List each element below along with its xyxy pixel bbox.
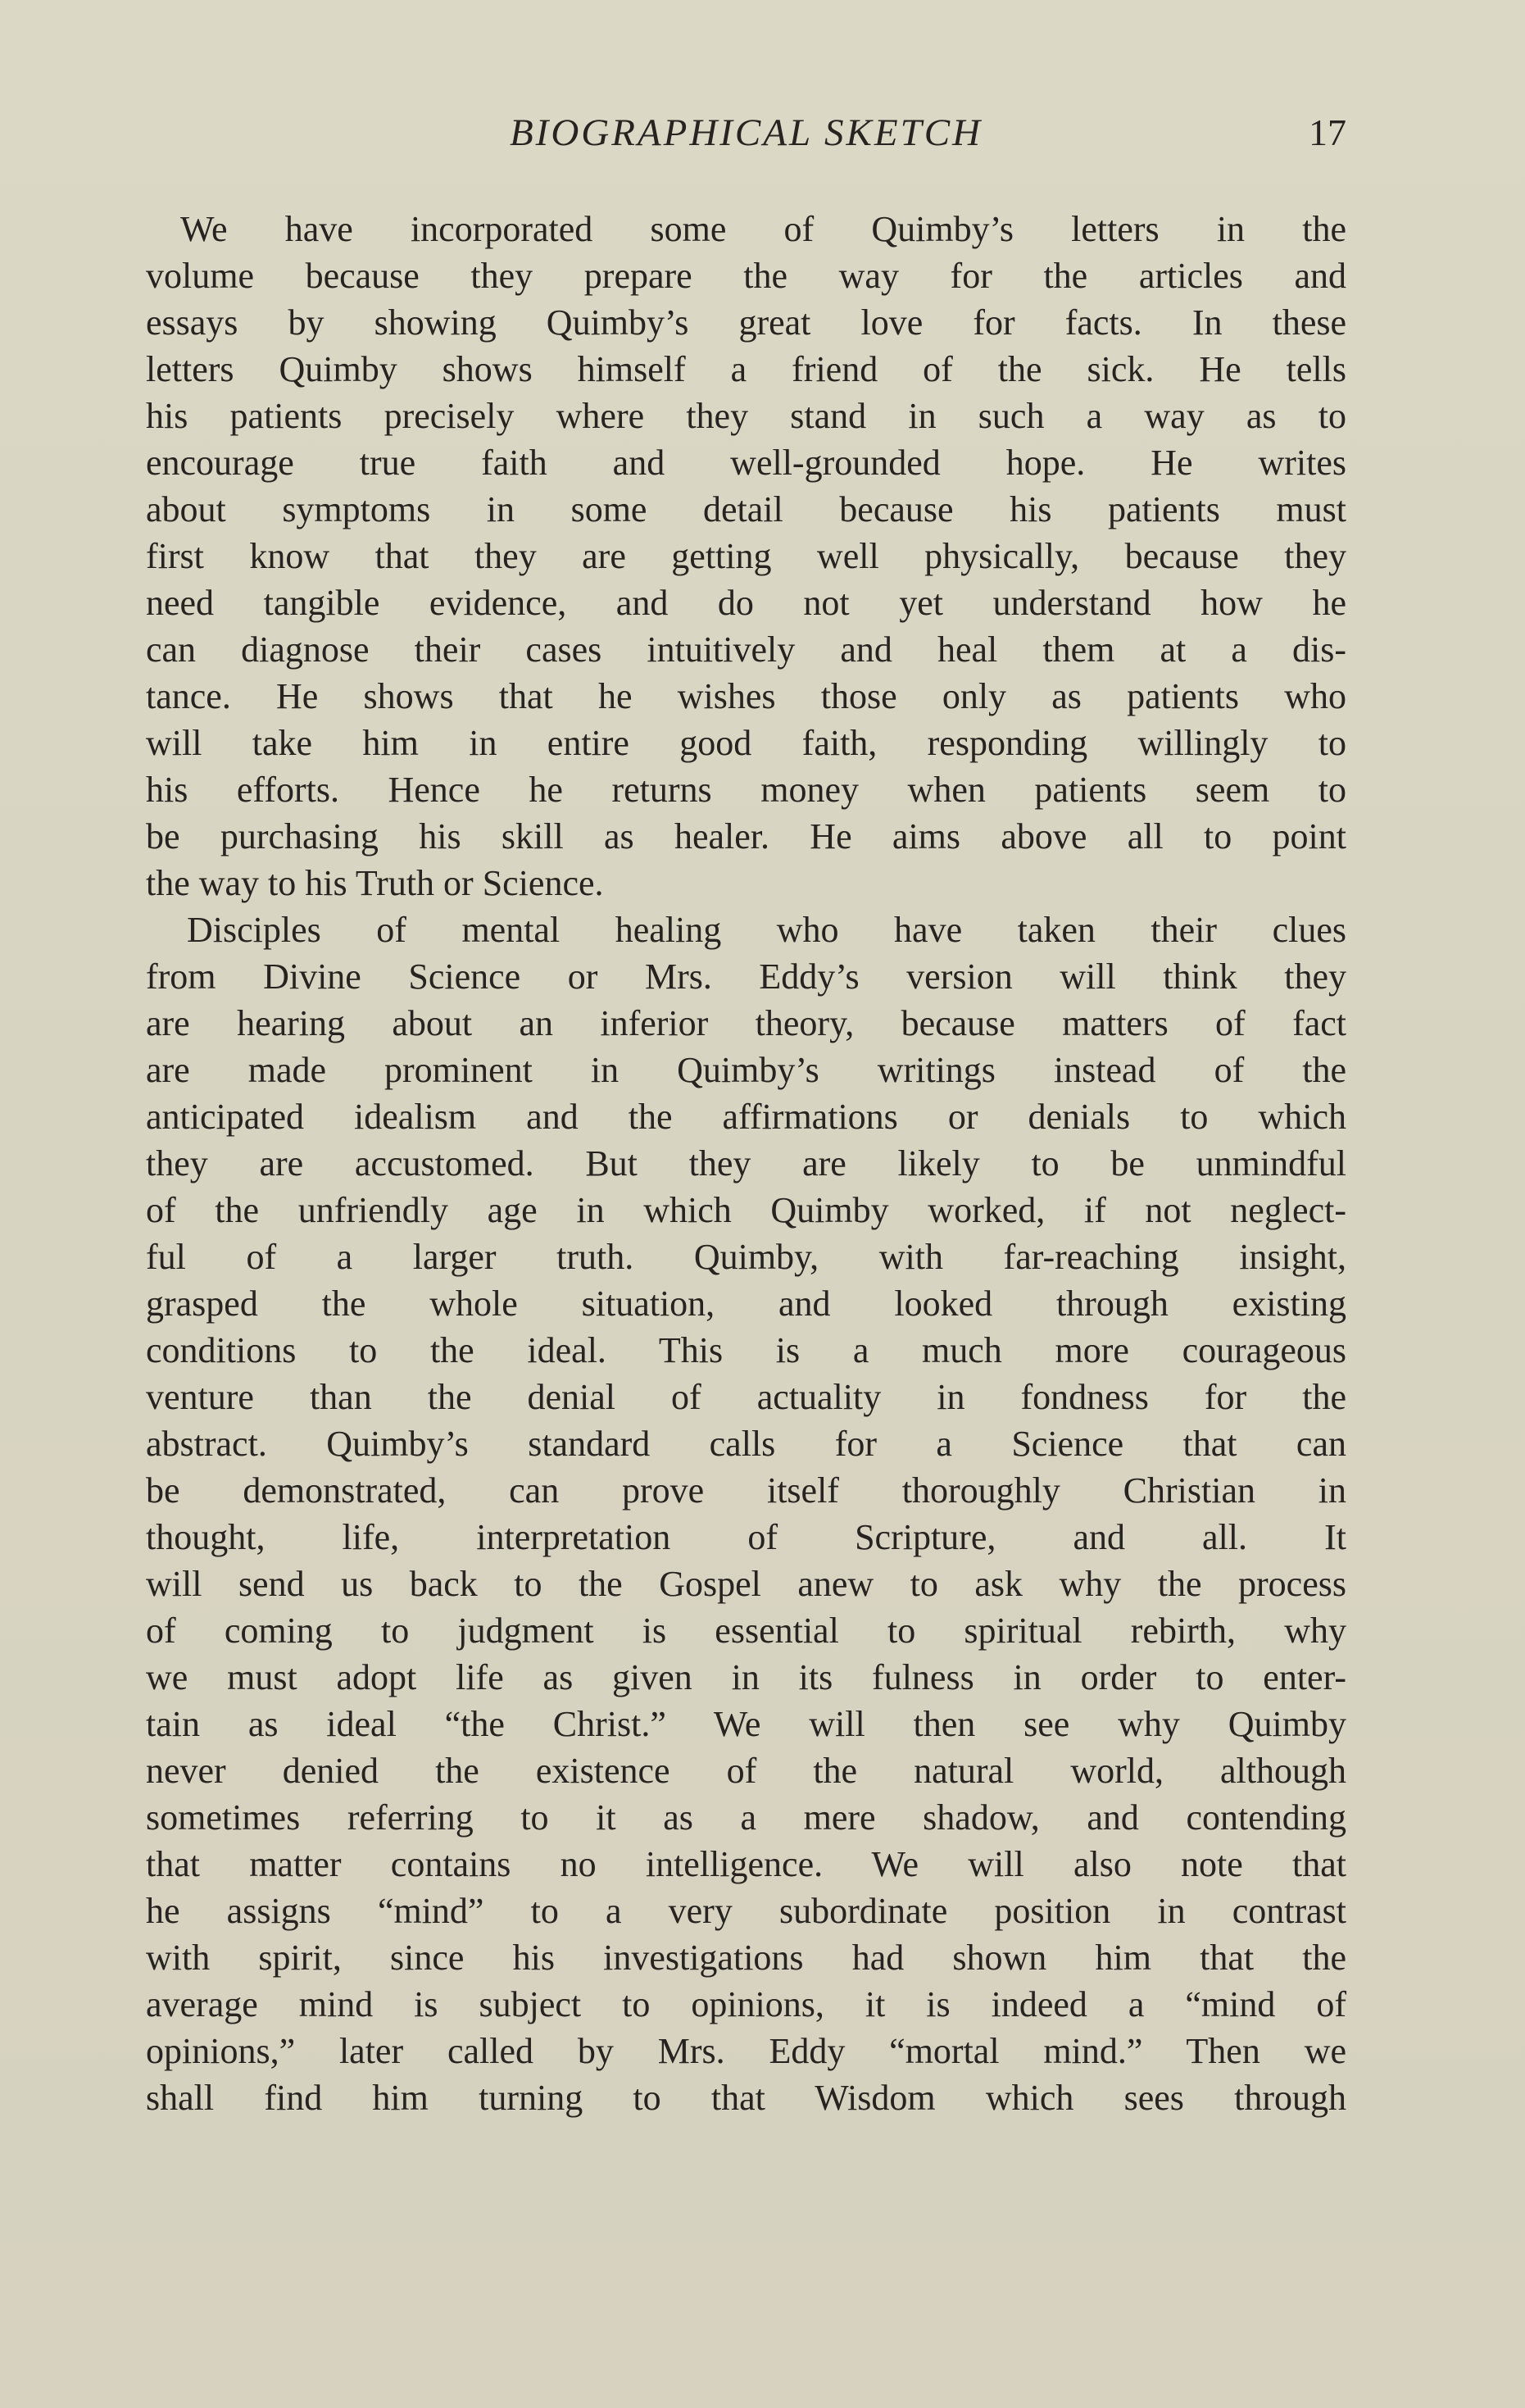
body-text xyxy=(146,206,1346,2121)
text-line: we must adopt life as given in its fulness in order to enter- xyxy=(146,1657,1346,1697)
text-line: of coming to judgment is essential to spiritual rebirth, why xyxy=(146,1611,1346,1651)
running-head xyxy=(146,108,1346,157)
text-line: of the unfriendly age in which Quimby worked, if not neglect- xyxy=(146,1190,1346,1230)
text-line: encourage true faith and well-grounded hope. He writes xyxy=(146,443,1346,483)
running-title: BIOGRAPHICAL SKETCH xyxy=(509,111,983,154)
text-line: We have incorporated some of Quimby’s letters in the xyxy=(180,209,1346,249)
text-line: his efforts. Hence he returns money when patients seem to xyxy=(146,770,1346,810)
text-line: with spirit, since his investigations had shown him that the xyxy=(146,1938,1346,1978)
text-line: tain as ideal “the Christ.” We will then see why Quimby xyxy=(146,1704,1346,1744)
text-line: volume because they prepare the way for the articles and xyxy=(146,256,1346,296)
text-line: abstract. Quimby’s standard calls for a Science that can xyxy=(146,1424,1346,1464)
text-line: are made prominent in Quimby’s writings instead of the xyxy=(146,1050,1346,1090)
text-line: thought, life, interpretation of Scripture, and all. It xyxy=(146,1517,1346,1557)
text-line: be demonstrated, can prove itself thoroughly Christian in xyxy=(146,1470,1346,1511)
text-line: Disciples of mental healing who have taken their clues xyxy=(187,910,1346,950)
text-line: first know that they are getting well physically, because they xyxy=(146,536,1346,576)
text-line: letters Quimby shows himself a friend of the sick. He tells xyxy=(146,349,1346,389)
text-line: will send us back to the Gospel anew to ask why the process xyxy=(146,1564,1346,1604)
text-line: that matter contains no intelligence. We will also note that xyxy=(146,1844,1346,1884)
text-line: shall find him turning to that Wisdom which sees through xyxy=(146,2078,1346,2118)
text-line: be purchasing his skill as healer. He aims above all to point xyxy=(146,816,1346,856)
text-line: about symptoms in some detail because his patients must xyxy=(146,489,1346,529)
text-line: his patients precisely where they stand in such a way as to xyxy=(146,396,1346,436)
text-line: they are accustomed. But they are likely to be unmindful xyxy=(146,1143,1346,1184)
text-line: sometimes referring to it as a mere shadow, and contending xyxy=(146,1797,1346,1838)
text-line: the way to his Truth or Science. xyxy=(146,863,604,903)
text-line: tance. He shows that he wishes those only as patients who xyxy=(146,676,1346,716)
page-number: 17 xyxy=(1309,111,1346,153)
text-line: conditions to the ideal. This is a much more courageous xyxy=(146,1330,1346,1370)
text-line: venture than the denial of actuality in fondness for the xyxy=(146,1377,1346,1417)
text-line: grasped the whole situation, and looked through existing xyxy=(146,1284,1346,1324)
text-line: essays by showing Quimby’s great love for facts. In these xyxy=(146,302,1346,343)
text-line: will take him in entire good faith, responding willingly to xyxy=(146,723,1346,763)
text-line: are hearing about an inferior theory, because matters of fact xyxy=(146,1003,1346,1043)
text-line: average mind is subject to opinions, it is indeed a “mind of xyxy=(146,1984,1346,2024)
text-line: he assigns “mind” to a very subordinate position in contrast xyxy=(146,1891,1346,1931)
text-line: anticipated idealism and the affirmations or denials to which xyxy=(146,1097,1346,1137)
text-line: from Divine Science or Mrs. Eddy’s version will think they xyxy=(146,956,1346,997)
text-line: can diagnose their cases intuitively and heal them at a dis- xyxy=(146,629,1346,670)
text-line: never denied the existence of the natural world, although xyxy=(146,1751,1346,1791)
text-line: need tangible evidence, and do not yet understand how he xyxy=(146,583,1346,623)
text-line: ful of a larger truth. Quimby, with far-reaching insight, xyxy=(146,1237,1346,1277)
text-line: opinions,” later called by Mrs. Eddy “mortal mind.” Then we xyxy=(146,2031,1346,2071)
